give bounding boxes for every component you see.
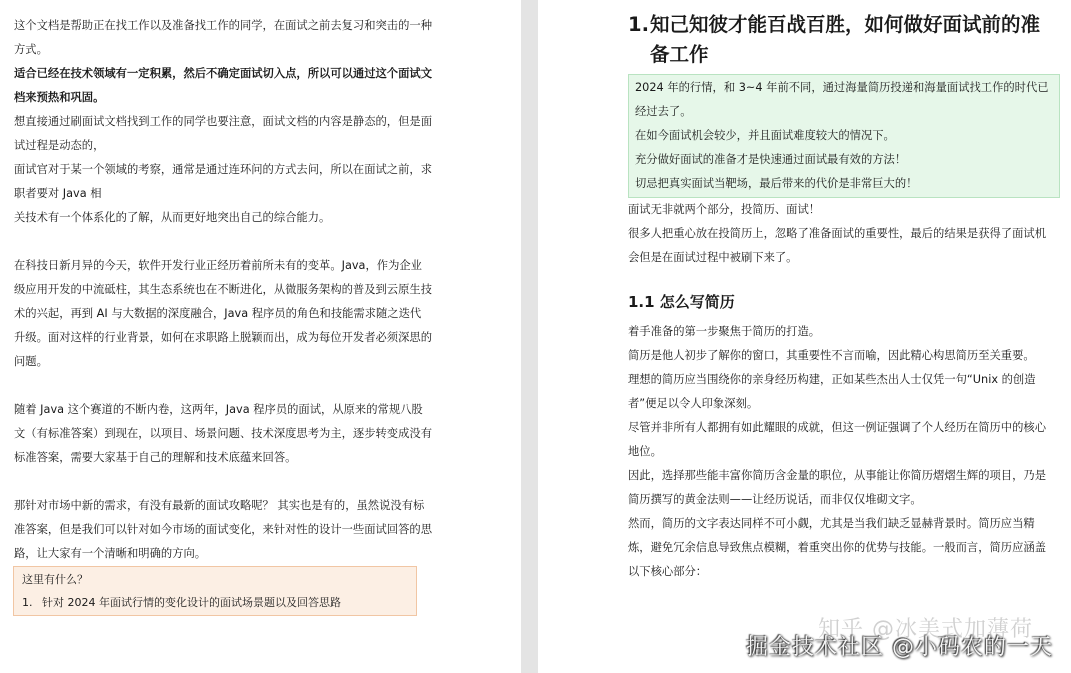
section-heading <box>628 10 1048 70</box>
watermark-main: 掘金技术社区 @小码农的一天 <box>746 635 1053 660</box>
left-page <box>0 0 521 673</box>
paragraph: 简历是他人初步了解你的窗口，其重要性不言而喻，因此精心构思简历至关重要。 <box>628 349 1035 362</box>
note-title: 这里有什么？ <box>22 573 88 586</box>
note-box <box>13 566 417 616</box>
note-item-text: 针对 2024 年面试行情的变化设计的面试场景题以及回答思路 <box>42 596 341 609</box>
paragraph: 那针对市场中新的需求，有没有最新的面试攻略呢？ 其实也是有的，虽然说没有标准答案，但是我们可以针对如今市场的面试变化，来针对性的设计一些面试回答的思路，让大家有一个清晰和明确的方向。 <box>14 499 432 560</box>
paragraph: 面试无非就两个部分，投简历、面试！ <box>628 203 821 216</box>
paragraph: 因此，选择那些能丰富你简历含金量的职位，从事能让你简历熠熠生辉的项目，乃是简历撰写的黄金法则——让经历说话，而非仅仅堆砌文字。 <box>628 469 1046 506</box>
subsection-heading: 1.1 怎么写简历 <box>628 293 735 311</box>
watermark-faint: 知乎 @冰美式加薄荷 <box>818 617 1033 642</box>
note-item-number: 1. <box>22 596 33 609</box>
callout-line: 充分做好面试的准备才是快速通过面试最有效的方法！ <box>635 153 907 166</box>
paragraph: 关技术有一个体系化的了解，从而更好地突出自己的综合能力。 <box>14 211 331 224</box>
paragraph: 面试官对于某一个领域的考察，通常是通过连环问的方式去问，所以在面试之前，求职者要对 Java 相 <box>14 163 432 200</box>
right-body <box>628 10 1048 584</box>
paragraph: 随着 Java 这个赛道的不断内卷，这两年，Java 程序员的面试，从原来的常规八股文（有标准答案）到现在，以项目、场景问题、技术深度思考为主，逐步转变成没有标准答案，需要大家基于自己的理解和技术底蕴来回答。 <box>14 403 432 464</box>
paragraph: 理想的简历应当围绕你的亲身经历构建，正如某些杰出人士仅凭一句“Unix 的创造者”便足以令人印象深刻。 <box>628 373 1036 410</box>
paragraph: 想直接通过刷面试文档找到工作的同学也要注意，面试文档的内容是静态的，但是面试过程是动态的， <box>14 115 432 152</box>
paragraph: 在科技日新月异的今天，软件开发行业正经历着前所未有的变革。Java，作为企业级应用开发的中流砥柱，其生态系统也在不断进化，从微服务架构的普及到云原生技术的兴起，再到 AI 与大数据的深度融合，Java 程序员的角色和技能需求随之迭代升级。面对这样的行业背景，如何在求职路上脱颖而出，成为每位开发者必须深思的问题。 <box>14 259 432 368</box>
callout-line: 切忌把真实面试当靶场，最后带来的代价是非常巨大的！ <box>635 177 918 190</box>
note-list-item <box>22 591 408 614</box>
paragraph: 很多人把重心放在投简历上，忽略了准备面试的重要性，最后的结果是获得了面试机会但是在面试过程中被刷下来了。 <box>628 227 1046 264</box>
callout-line: 在如今面试机会较少，并且面试难度较大的情况下。 <box>635 129 895 142</box>
paragraph: 着手准备的第一步聚焦于简历的打造。 <box>628 325 821 338</box>
callout-line: 2024 年的行情，和 3~4 年前不同，通过海量简历投递和海量面试找工作的时代已经过去了。 <box>635 81 1049 118</box>
watermark <box>746 617 1053 661</box>
paragraph-bold: 适合已经在技术领域有一定积累，然后不确定面试切入点，所以可以通过这个面试文档来预热和巩固。 <box>14 67 432 104</box>
intro-text <box>628 198 1048 270</box>
paragraph-spacer <box>14 374 432 398</box>
callout-box <box>628 74 1060 198</box>
paragraph: 尽管并非所有人都拥有如此耀眼的成就，但这一例证强调了个人经历在简历中的核心地位。 <box>628 421 1046 458</box>
paragraph-spacer <box>14 470 432 494</box>
paragraph: 这个文档是帮助正在找工作以及准备找工作的同学，在面试之前去复习和突击的一种方式。 <box>14 19 432 56</box>
left-body <box>14 14 432 566</box>
right-page <box>538 0 1071 673</box>
subsection-body <box>628 320 1048 584</box>
section-title: 知己知彼才能百战百胜，如何做好面试前的准备工作 <box>650 13 1041 66</box>
paragraph: 然而，简历的文字表达同样不可小觑，尤其是当我们缺乏显赫背景时。简历应当精炼，避免冗余信息导致焦点模糊，着重突出你的优势与技能。一般而言，简历应涵盖以下核心部分： <box>628 517 1046 578</box>
section-number: 1. <box>628 13 649 36</box>
paragraph-spacer <box>14 230 432 254</box>
